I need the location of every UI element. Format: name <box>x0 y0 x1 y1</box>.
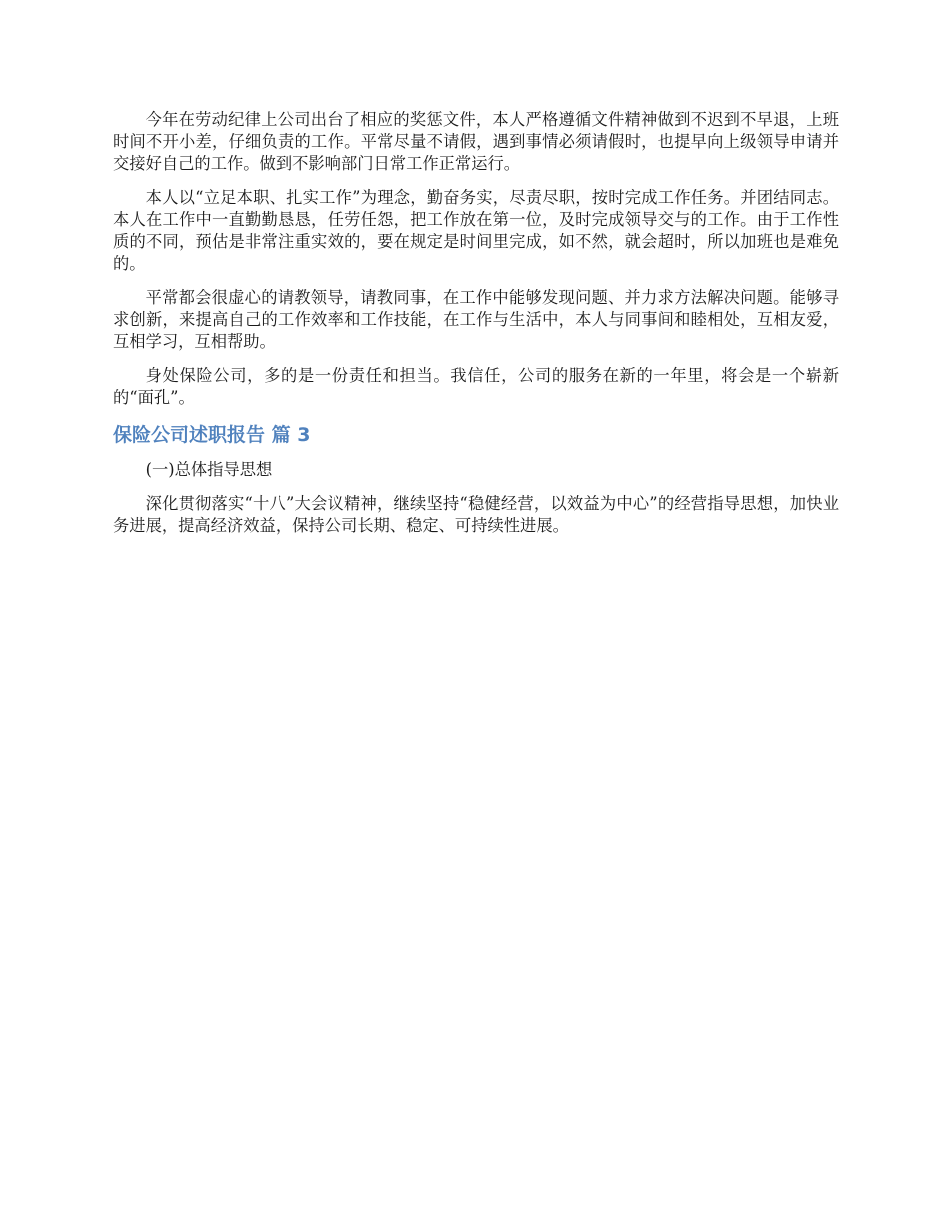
paragraph-labor-discipline: 今年在劳动纪律上公司出台了相应的奖惩文件，本人严格遵循文件精神做到不迟到不早退，上班时间不开小差，仔细负责的工作。平常尽量不请假，遇到事情必须请假时，也提早向上级领导申请并交接好自己的工作。做到不影响部门日常工作正常运行。 <box>113 110 839 173</box>
document-page <box>113 109 839 549</box>
paragraph-work-philosophy: 本人以“立足本职、扎实工作”为理念，勤奋务实，尽责尽职，按时完成工作任务。并团结同志。本人在工作中一直勤勤恳恳，任劳任怨，把工作放在第一位，及时完成领导交与的工作。由于工作性质的不同，预估是非常注重实效的，要在规定是时间里完成，如不然，就会超时，所以加班也是难免的。 <box>113 188 839 273</box>
paragraph-guiding-ideology: 深化贯彻落实“十八”大会议精神，继续坚持“稳健经营，以效益为中心”的经营指导思想，加快业务进展，提高经济效益，保持公司长期、稳定、可持续性进展。 <box>113 494 839 535</box>
section-heading: 保险公司述职报告 篇 3 <box>113 424 311 446</box>
paragraph-subheading: (一)总体指导思想 <box>145 460 273 479</box>
paragraph-responsibility: 身处保险公司，多的是一份责任和担当。我信任，公司的服务在新的一年里，将会是一个崭新的“面孔”。 <box>113 366 839 407</box>
paragraph-learning-colleagues: 平常都会很虚心的请教领导，请教同事，在工作中能够发现问题、并力求方法解决问题。能够寻求创新，来提高自己的工作效率和工作技能，在工作与生活中，本人与同事间和睦相处，互相友爱，互相学习，互相帮助。 <box>113 288 839 351</box>
